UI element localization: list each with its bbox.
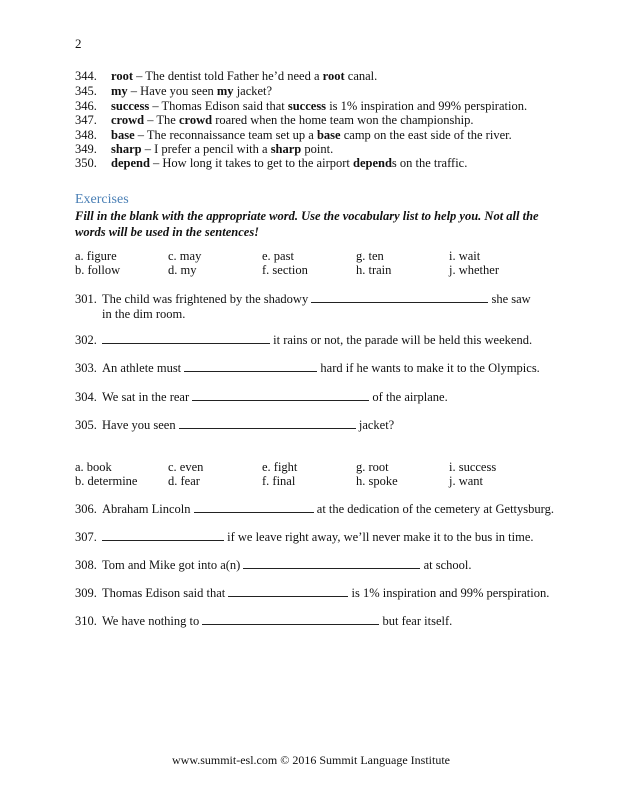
instructions: Fill in the blank with the appropriate word. Use the vocabulary list to help you. Not all the words will be used in the sentences! xyxy=(75,209,539,239)
question-number: 303. xyxy=(75,361,97,375)
question-text-continued: in the dim room. xyxy=(102,307,186,321)
word-bank-option: g. ten xyxy=(356,249,384,263)
word-bank-row xyxy=(75,263,545,279)
question-text-start: An athlete must xyxy=(102,361,185,375)
question-text-end: but fear itself. xyxy=(379,614,453,628)
vocab-item xyxy=(75,113,555,128)
vocab-sentence-start: – Thomas Edison said that xyxy=(149,99,288,113)
question-text-end: if we leave right away, we’ll never make it to the bus in time. xyxy=(224,530,534,544)
vocab-term: root xyxy=(111,69,133,83)
vocab-number: 346. xyxy=(75,99,97,113)
word-bank-option: e. fight xyxy=(262,460,298,474)
answer-blank[interactable] xyxy=(179,417,356,429)
answer-blank[interactable] xyxy=(228,585,348,597)
vocab-term: success xyxy=(111,99,150,113)
vocab-number: 349. xyxy=(75,142,97,156)
word-bank-option: j. whether xyxy=(449,263,499,277)
question-text-end: jacket? xyxy=(355,418,395,432)
exercises-heading: Exercises xyxy=(75,192,129,207)
question-number: 309. xyxy=(75,586,97,600)
question-number: 310. xyxy=(75,614,97,628)
word-bank-option: f. section xyxy=(262,263,308,277)
word-bank-option: c. may xyxy=(168,249,202,263)
vocab-number: 347. xyxy=(75,113,97,127)
word-bank-option: b. determine xyxy=(75,474,138,488)
question-text-end: at the dedication of the cemetery at Gettysburg. xyxy=(313,502,554,516)
vocab-item xyxy=(75,99,555,114)
vocab-sentence-end: roared when the home team won the championship. xyxy=(212,113,474,127)
question xyxy=(75,557,472,573)
word-bank-option: i. wait xyxy=(449,249,481,263)
question-text-end: hard if he wants to make it to the Olympics. xyxy=(317,361,540,375)
vocab-number: 345. xyxy=(75,84,97,98)
vocab-term: base xyxy=(111,128,135,142)
vocab-sentence-end: canal. xyxy=(344,69,378,83)
question-text-end: it rains or not, the parade will be held this weekend. xyxy=(270,333,533,347)
vocab-sentence-start: – I prefer a pencil with a xyxy=(141,142,271,156)
question xyxy=(75,529,534,545)
answer-blank[interactable] xyxy=(184,360,317,372)
question-text-start: We have nothing to xyxy=(102,614,203,628)
question xyxy=(75,360,540,376)
vocab-sentence-start: – Have you seen xyxy=(127,84,217,98)
footer: www.summit-esl.com © 2016 Summit Language Institute xyxy=(172,753,450,767)
vocab-term: my xyxy=(111,84,128,98)
word-bank-option: g. root xyxy=(356,460,389,474)
page-number: 2 xyxy=(75,36,82,51)
question xyxy=(75,389,448,405)
vocab-sentence-bold: root xyxy=(322,69,345,83)
word-bank-option: c. even xyxy=(168,460,204,474)
question-text-start: Have you seen xyxy=(102,418,179,432)
word-bank-option: d. fear xyxy=(168,474,200,488)
question-number: 305. xyxy=(75,418,97,432)
vocab-sentence-end: is 1% inspiration and 99% perspiration. xyxy=(326,99,528,113)
vocab-sentence-bold: base xyxy=(316,128,341,142)
word-bank-option: e. past xyxy=(262,249,294,263)
vocab-item xyxy=(75,84,555,99)
vocab-number: 344. xyxy=(75,69,97,83)
vocab-sentence-start: – The xyxy=(144,113,179,127)
question xyxy=(75,585,549,601)
vocab-item xyxy=(75,142,555,157)
vocab-number: 348. xyxy=(75,128,97,142)
question-text-end: is 1% inspiration and 99% perspiration. xyxy=(348,586,550,600)
vocab-sentence-end: jacket? xyxy=(233,84,273,98)
vocab-item xyxy=(75,128,555,143)
question-number: 304. xyxy=(75,390,97,404)
question-number: 302. xyxy=(75,333,97,347)
answer-blank[interactable] xyxy=(311,291,488,303)
question-text-start: Tom and Mike got into a(n) xyxy=(102,558,244,572)
vocab-sentence-start: – The reconnaissance team set up a xyxy=(134,128,317,142)
word-bank-option: j. want xyxy=(449,474,484,488)
word-bank-option: a. book xyxy=(75,460,112,474)
vocab-item xyxy=(75,156,555,171)
answer-blank[interactable] xyxy=(102,332,270,344)
question xyxy=(75,417,394,433)
vocab-sentence-start: – How long it takes to get to the airport xyxy=(149,156,353,170)
vocab-item xyxy=(75,69,555,84)
question-text-end: she saw xyxy=(488,292,531,306)
question-text-start: We sat in the rear xyxy=(102,390,193,404)
question xyxy=(75,291,531,322)
question-number: 306. xyxy=(75,502,97,516)
vocab-sentence-bold: my xyxy=(216,84,234,98)
word-bank-option: i. success xyxy=(449,460,497,474)
question-text-end: at school. xyxy=(420,558,472,572)
question-number: 307. xyxy=(75,530,97,544)
vocab-number: 350. xyxy=(75,156,97,170)
vocab-sentence-start: – The dentist told Father he’d need a xyxy=(133,69,323,83)
answer-blank[interactable] xyxy=(194,501,314,513)
question-text-start: The child was frightened by the shadowy xyxy=(102,292,312,306)
vocab-term: sharp xyxy=(111,142,142,156)
question-text-end: of the airplane. xyxy=(369,390,448,404)
answer-blank[interactable] xyxy=(202,613,379,625)
vocab-sentence-end: point. xyxy=(301,142,334,156)
word-bank-option: a. figure xyxy=(75,249,117,263)
word-bank-option: d. my xyxy=(168,263,197,277)
vocab-sentence-bold: crowd xyxy=(178,113,213,127)
word-bank-option: f. final xyxy=(262,474,296,488)
word-bank-option: h. train xyxy=(356,263,392,277)
question-text-start: Abraham Lincoln xyxy=(102,502,194,516)
question-number: 301. xyxy=(75,292,97,306)
vocab-sentence-end: s on the traffic. xyxy=(391,156,468,170)
vocab-sentence-bold: depend xyxy=(353,156,392,170)
word-bank-option: h. spoke xyxy=(356,474,398,488)
question xyxy=(75,332,532,348)
vocab-sentence-bold: success xyxy=(287,99,327,113)
question-text-start: Thomas Edison said that xyxy=(102,586,229,600)
vocab-term: crowd xyxy=(111,113,145,127)
answer-blank[interactable] xyxy=(243,557,420,569)
vocab-term: depend xyxy=(111,156,150,170)
answer-blank[interactable] xyxy=(192,389,369,401)
question xyxy=(75,501,554,517)
vocab-sentence-end: camp on the east side of the river. xyxy=(340,128,512,142)
word-bank-row xyxy=(75,474,545,490)
word-bank-option: b. follow xyxy=(75,263,121,277)
vocab-sentence-bold: sharp xyxy=(270,142,302,156)
question xyxy=(75,613,452,629)
question-number: 308. xyxy=(75,558,97,572)
answer-blank[interactable] xyxy=(102,529,224,541)
